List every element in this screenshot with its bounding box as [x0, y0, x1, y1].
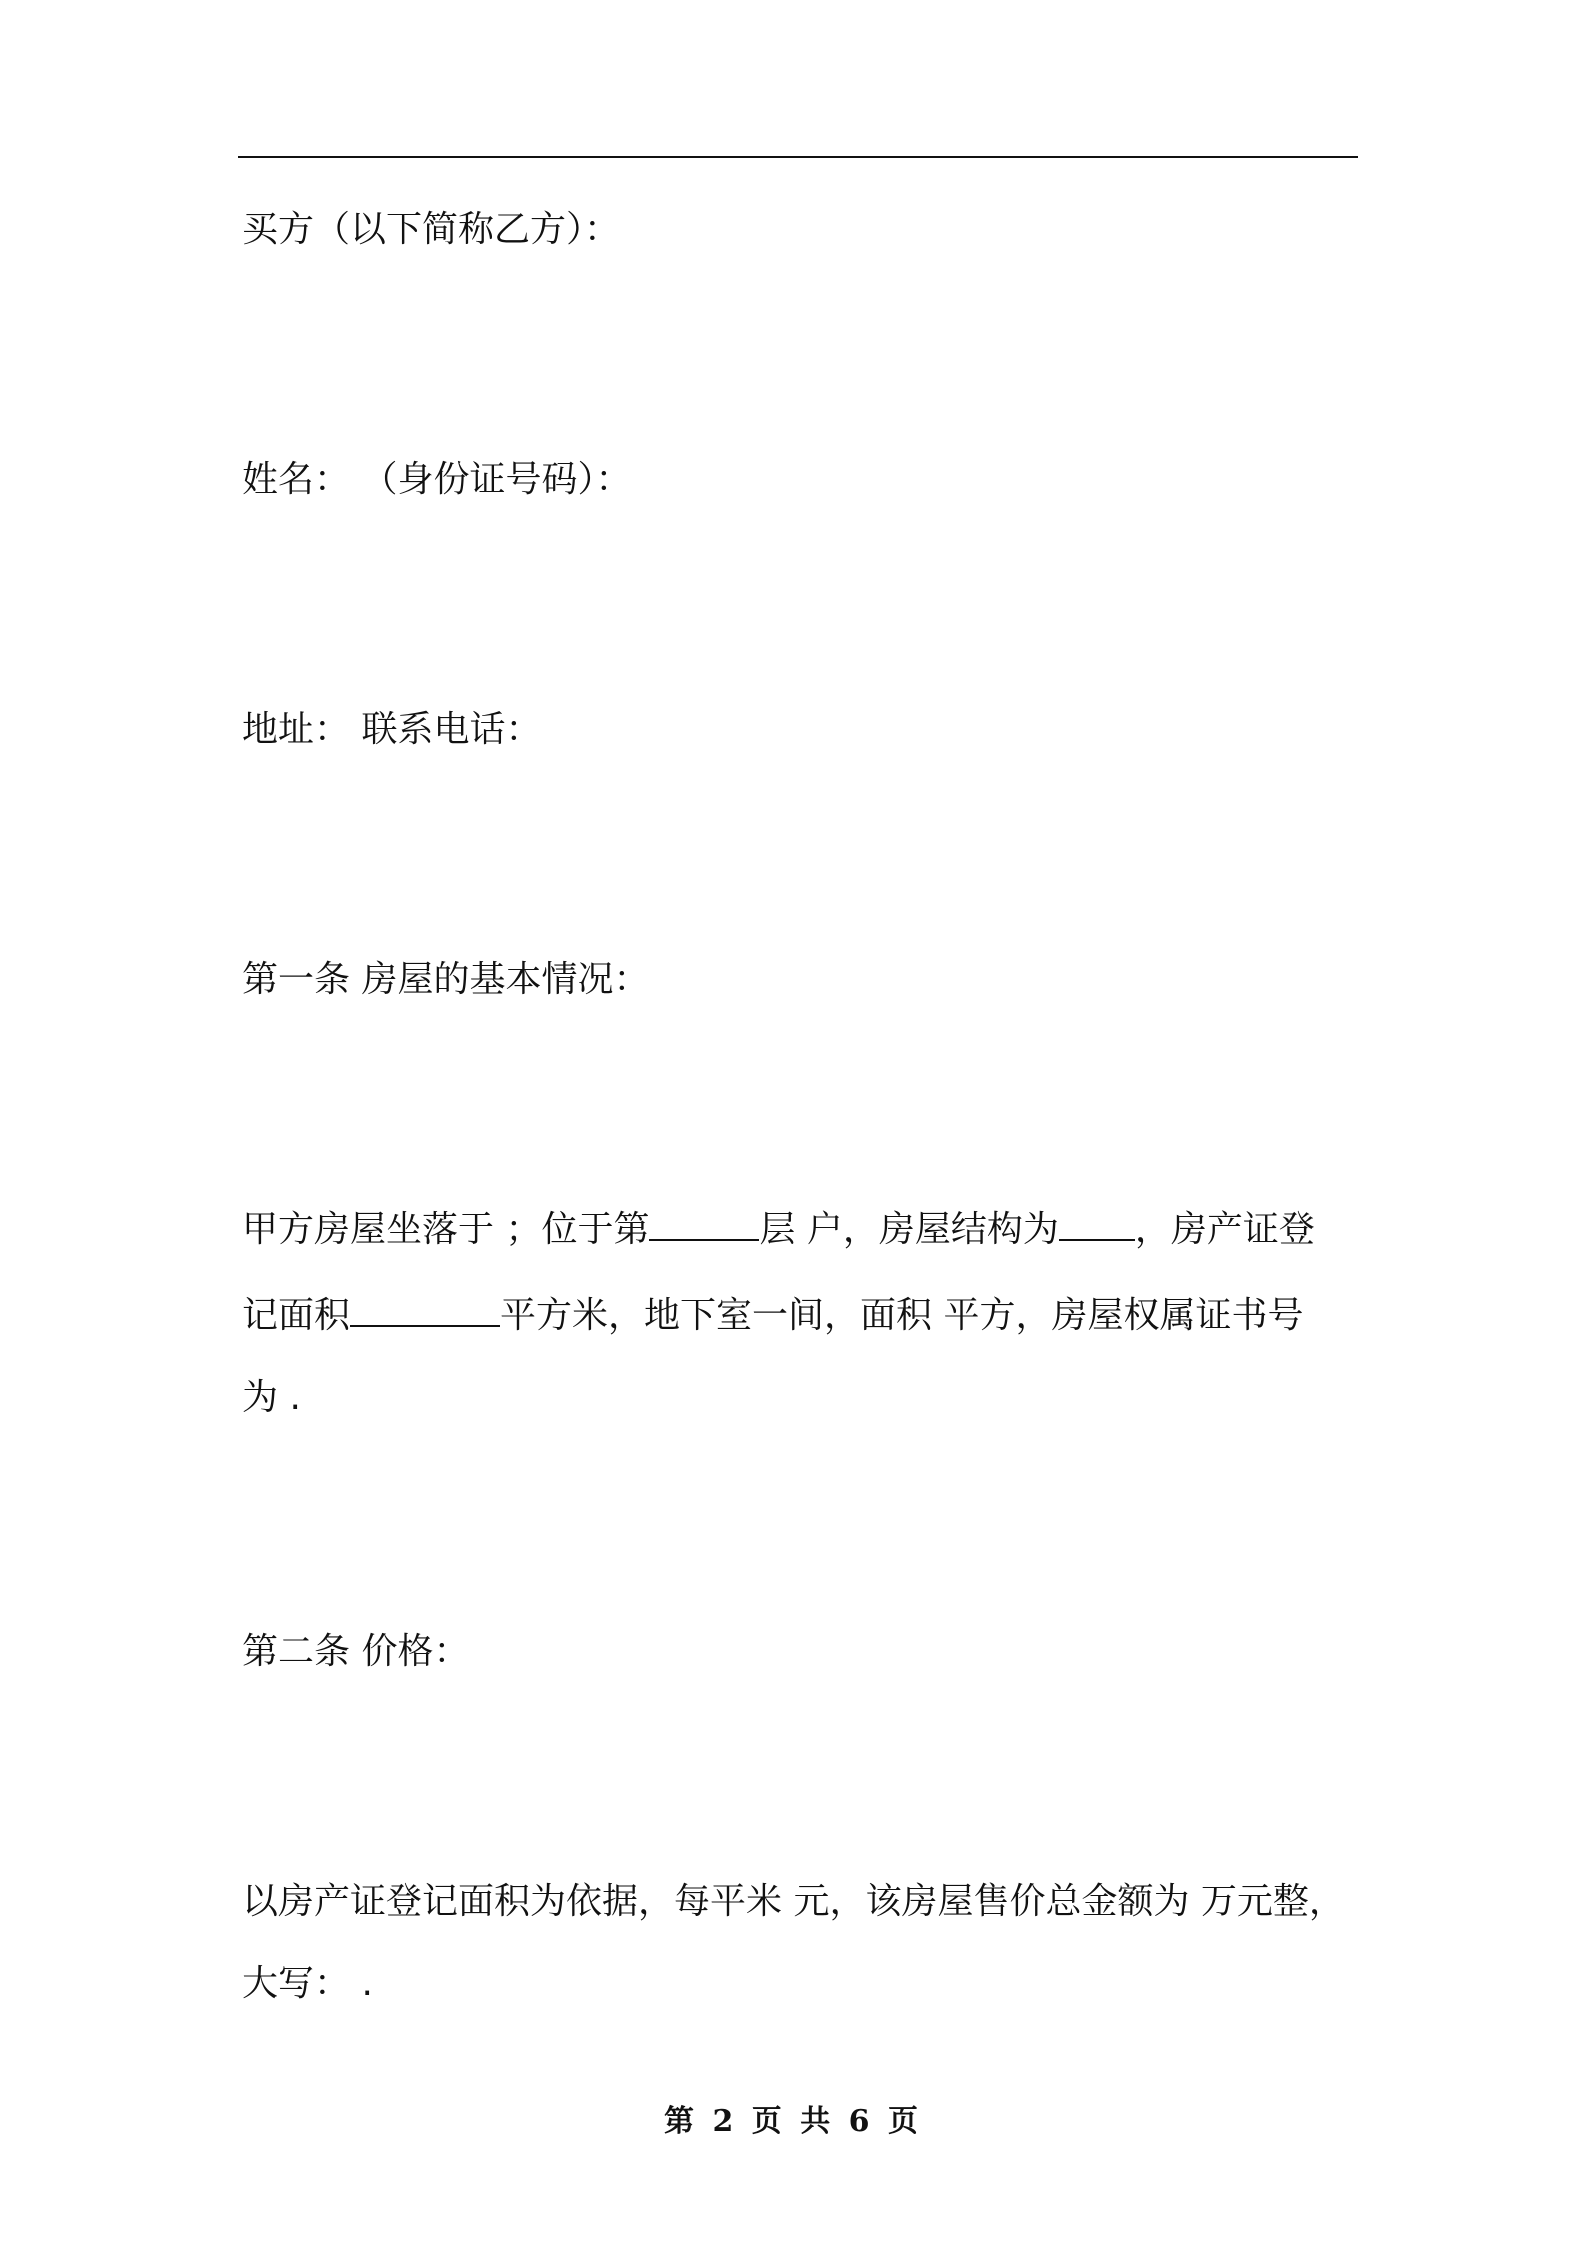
- article-1-text-d: 记面积: [242, 1295, 351, 1336]
- article-1-text-c: ，房产证登: [1134, 1209, 1315, 1250]
- buyer-heading: 买方（以下简称乙方）：: [242, 209, 621, 250]
- article-1-body-line-3: 为 .: [242, 1377, 301, 1418]
- article-1-text-a: 甲方房屋坐落于 ；位于第: [242, 1209, 650, 1250]
- page-indicator: 第 2 页 共 6 页: [664, 2104, 922, 2139]
- article-2-body-line-2: 大写： .: [242, 1963, 373, 2004]
- article-1-text-b: 层 户，房屋结构为: [759, 1209, 1059, 1250]
- buyer-address-line: 地址： 联系电话：: [242, 709, 542, 750]
- buyer-name-line: 姓名： （身份证号码）：: [242, 459, 632, 500]
- area-blank: [350, 1295, 500, 1327]
- article-1-text-e: 平方米，地下室一间，面积 平方，房屋权属证书号: [500, 1295, 1304, 1336]
- article-2-title: 第二条 价格：: [242, 1631, 470, 1672]
- header-rule: [238, 156, 1358, 158]
- article-2-body-line-1: 以房产证登记面积为依据，每平米 元，该房屋售价总金额为 万元整，: [242, 1881, 1345, 1922]
- floor-blank: [649, 1209, 759, 1241]
- structure-blank: [1059, 1209, 1135, 1241]
- article-1-title: 第一条 房屋的基本情况：: [242, 959, 650, 1000]
- article-1-body-line-2: [242, 1294, 1303, 1338]
- article-1-body-line-1: [242, 1208, 1315, 1252]
